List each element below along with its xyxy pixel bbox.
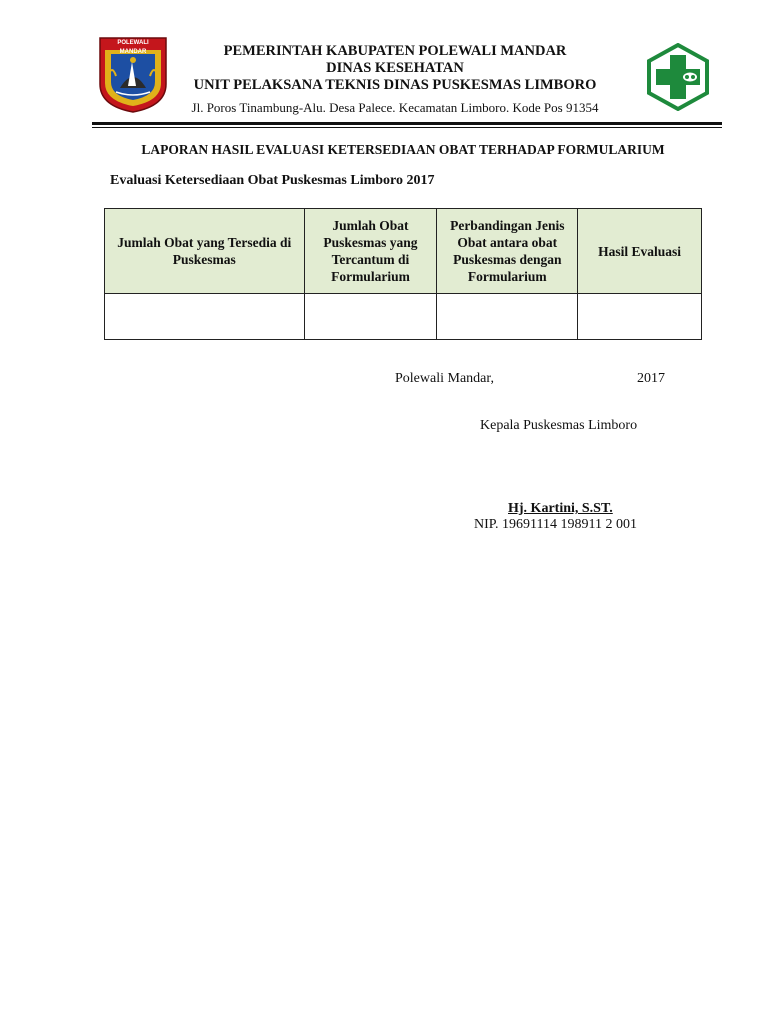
letterhead	[160, 43, 630, 116]
letterhead-divider-thick	[92, 122, 722, 125]
letterhead-agency: DINAS KESEHATAN	[326, 60, 464, 76]
letterhead-divider-thin	[92, 127, 722, 128]
signature-place: Polewali Mandar,	[395, 371, 494, 386]
signatory-nip: NIP. 19691114 198911 2 001	[474, 517, 637, 532]
table-cell	[105, 294, 305, 340]
puskesmas-logo-icon	[645, 43, 711, 111]
header-drugs-in-formulary: Jumlah Obat Puskesmas yang Tercantum di Formularium	[304, 209, 437, 294]
evaluation-table	[104, 208, 702, 340]
table-header-row	[105, 209, 702, 294]
polewali-mandar-emblem-icon	[98, 36, 168, 114]
signature-year: 2017	[637, 371, 665, 386]
report-title: LAPORAN HASIL EVALUASI KETERSEDIAAN OBAT TERHADAP FORMULARIUM	[141, 142, 665, 157]
letterhead-unit: UNIT PELAKSANA TEKNIS DINAS PUSKESMAS LIMBORO	[193, 77, 597, 93]
report-subtitle: Evaluasi Ketersediaan Obat Puskesmas Limboro 2017	[110, 173, 435, 188]
signatory-position: Kepala Puskesmas Limboro	[480, 418, 638, 433]
table-cell	[578, 294, 702, 340]
table-row	[105, 294, 702, 340]
header-evaluation-result: Hasil Evaluasi	[578, 209, 702, 294]
letterhead-government: PEMERINTAH KABUPATEN POLEWALI MANDAR	[223, 43, 567, 59]
header-drug-comparison: Perbandingan Jenis Obat antara obat Puskesmas dengan Formularium	[437, 209, 578, 294]
signatory-name: Hj. Kartini, S.ST.	[508, 501, 613, 516]
letterhead-address: Jl. Poros Tinambung-Alu. Desa Palece. Kecamatan Limboro. Kode Pos 91354	[191, 100, 599, 115]
table-cell	[437, 294, 578, 340]
emblem-banner-text: POLEWALI MANDAR	[117, 40, 149, 55]
header-available-drugs: Jumlah Obat yang Tersedia di Puskesmas	[105, 209, 305, 294]
table-cell	[304, 294, 437, 340]
